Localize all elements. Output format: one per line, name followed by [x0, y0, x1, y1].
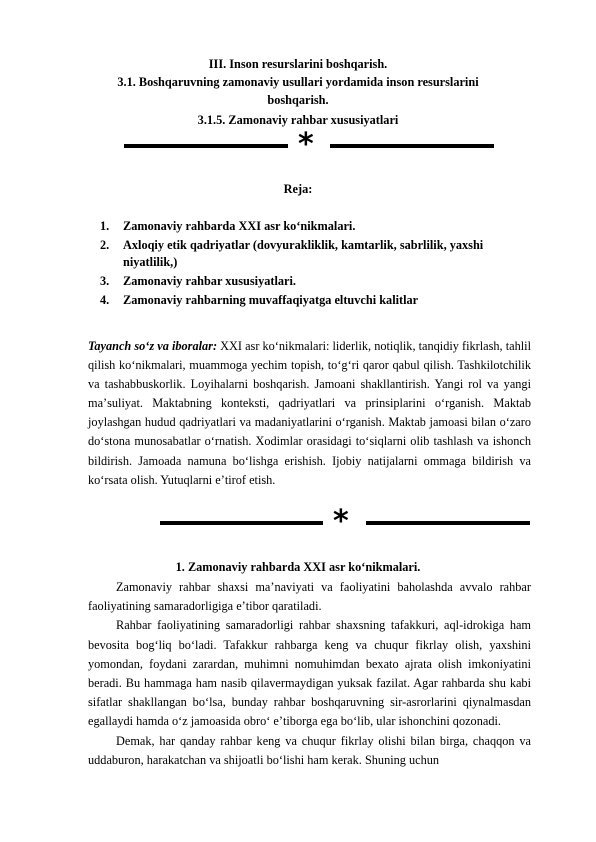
plan-item-text: Axloqiy etik qadriyatlar (dovyurakliklik, kamtarlik, sabrlilik, yaxshi niyatlilik,) [123, 238, 484, 269]
keywords-text: XXI asr koʻnikmalari: liderlik, notiqlik, tanqidiy fikrlash, tahlil qilish koʻnikmalari, muammoga yechim topish, toʻgʻri qaror qabul qilish. Tashkilotchilik va tashabbuskorlik. Loyihalarni boshqarish. Jamoani shakllantirish. Yangi rol va yangi maʼsuliyat. Maktabning konteksti, qadriyatlari va prinsiplarini oʻrganish. Maktab joylashgan hudud qadriyatlari va madaniyatlarini oʻrganish. Maktab jamoasi bilan oʻzaro doʻstona munosabatlar oʻrnatish. Xodimlar orasidagi toʻsiqlarni olib tashlash va ishonch bildirish. Jamoada namuna boʻlishga erishish. Ijobiy natijalarni ommaga bildirish va koʻrsata olish. Yutuqlarni eʼtirof etish. [88, 339, 531, 487]
body-paragraph: Demak, har qanday rahbar keng va chuqur fikrlay olishi bilan birga, chaqqon va uddaburon, harakatchan va shijoatli boʻlishi ham kerak. Shuning uchun [88, 733, 531, 767]
plan-item-text: Zamonaviy rahbar xususiyatlari. [123, 274, 296, 288]
subsection-title: 3.1.5. Zamonaviy rahbar xususiyatlari [197, 113, 399, 127]
chapter-title: III. Inson resurslarini boshqarish. [208, 57, 388, 71]
divider-bar-right [330, 144, 494, 148]
plan-item-number: 1. [100, 219, 110, 233]
section-body [88, 578, 531, 770]
divider-bar-left [124, 144, 288, 148]
star-divider-top [124, 127, 494, 162]
section-title: 3.1. Boshqaruvning zamonaviy usullari yordamida inson resurslarini [117, 75, 479, 89]
star-divider-bottom [160, 504, 530, 539]
body-paragraph: Rahbar faoliyatining samaradorligi rahbar shaxsning tafakkuri, aql-idrokiga ham bevosita bogʻliq boʻladi. Tafakkur rahbarga keng va chuqur fikrlay olish, yaxshini yomondan, foydani zarardan, muhimni nomuhimdan bexato ajrata olish imkoniyatini beradi. Bu hammaga ham nasib qilavermaydigan yuksak fazilat. Agar rahbarda shu kabi sifatlar shakllangan boʻlsa, bunday rahbar boshqaruvning sir-asrorlarini qiynalmasdan egallaydi hamda oʻz jamoasida obroʻ eʼtiborga ega boʻlib, ular ishonchini qozonadi. [88, 618, 531, 729]
plan-item-number: 4. [100, 293, 110, 307]
plan-list [100, 218, 540, 311]
divider-bar-left [160, 521, 323, 525]
plan-item [100, 273, 540, 290]
plan-heading: Reja: [283, 182, 313, 196]
plan-item [100, 218, 540, 235]
plan-item [100, 292, 540, 309]
plan-item-number: 2. [100, 238, 110, 252]
divider-bar-right [366, 521, 530, 525]
plan-item-text: Zamonaviy rahbarda XXI asr koʻnikmalari. [123, 219, 356, 233]
asterisk-icon: * [333, 504, 349, 539]
keywords-paragraph [88, 337, 531, 490]
plan-item [100, 237, 540, 271]
section-heading: 1. Zamonaviy rahbarda XXI asr koʻnikmalari. [175, 560, 421, 574]
body-paragraph: Zamonaviy rahbar shaxsi maʼnaviyati va faoliyatini baholashda avvalo rahbar faoliyatining samaradorligiga eʼtibor qaratiladi. [88, 580, 531, 614]
plan-item-text: Zamonaviy rahbarning muvaffaqiyatga eltuvchi kalitlar [123, 293, 419, 307]
keywords-label: Tayanch soʻz va iboralar: [88, 339, 218, 353]
plan-item-number: 3. [100, 274, 110, 288]
section-title-continued: boshqarish. [267, 93, 329, 107]
asterisk-icon: * [298, 127, 314, 162]
